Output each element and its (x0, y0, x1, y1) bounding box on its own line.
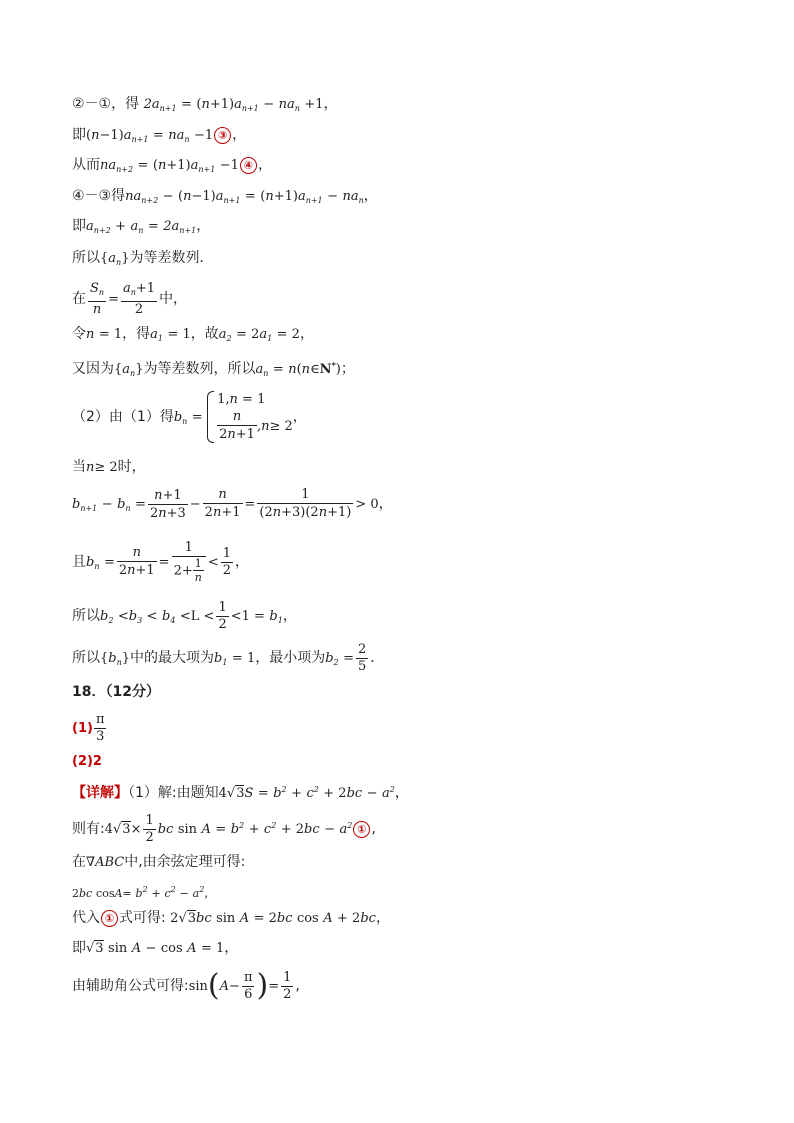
line-2: 即$(n-1)a_{n+1} = na_n -1$ ③ ， (72, 127, 247, 144)
text: ； (340, 361, 355, 377)
text: ④－③得 (72, 188, 126, 204)
text: 所以 (72, 608, 100, 624)
text: 式可得: (119, 910, 166, 926)
text: 由辅助角公式可得: (72, 978, 189, 994)
text: 则有: (72, 821, 105, 837)
line-9: 又因为$\{a_n\}$为等差数列，所以$a_n$ = n(n∈N*)； (72, 360, 355, 378)
line-14: 所以$b_2 <b_3 < b_4 <L$ < $\frac{1}{2}$ $<1 = b_1$， (72, 599, 297, 632)
text: 令 (72, 326, 86, 342)
text: ， (323, 96, 338, 112)
line-5: 即$a_{n+2} + a_n = 2a_{n+1}$， (72, 218, 211, 235)
text: （1）解:由题知 (128, 785, 219, 801)
line-detail-4: 2bc $\cos A= b^2 + c^2 - a^2$, (72, 885, 209, 900)
text: 所以 (72, 650, 100, 666)
line-8: 令n = 1，得$a_1 = 1$，故$a_2 = 2a_1 = 2$， (72, 326, 314, 343)
text: ， (378, 496, 393, 512)
text: ②－①，得 (72, 96, 140, 112)
circled-marker: ① (101, 910, 118, 927)
line-detail-6: 即√3 sin A − cos A = 1， (72, 940, 239, 956)
line-4: ④－③得$na_{n+2} - (n-1)a_{n+1} = (n+1)a_{n+1} - na_n$， (72, 188, 378, 205)
detail-tag: 【详解】 (72, 785, 128, 801)
text: 即 (72, 940, 86, 956)
text: ，最小项为 (255, 650, 326, 666)
text: , (204, 886, 209, 900)
text: 即 (72, 127, 86, 143)
text: （2）由（1）得 (72, 409, 174, 425)
text: 中， (159, 291, 188, 307)
text: 当 (72, 459, 86, 475)
line-detail-5: 代入 ① 式可得: 2√3bc sin A = 2bc cos A + 2bc， (72, 910, 390, 926)
text: ， (299, 326, 314, 342)
circled-marker: ① (353, 821, 370, 838)
line-detail-3: 在∇ABC中,由余弦定理可得: (72, 854, 246, 870)
text: 即 (72, 218, 86, 234)
line-detail-2: 则有:4√3× $\frac{1}{2}$ bc $\sin A = b^2 + c^2 + 2bc - a^2$ ① , (72, 812, 376, 845)
question-18-heading: 18．（12分） (72, 684, 160, 700)
answer-label: (1) (72, 721, 93, 736)
text: 为等差数列，所以 (143, 361, 256, 377)
text: ，得 (122, 326, 151, 342)
answer-1: (1) $\frac{\pi}{3}$ (72, 711, 105, 744)
line-12: $b_{n+1} - b_n$ = $\frac{n+1}{2n+3}$ − $\frac{n}{2n+1}$ = $\frac{1}{(2n+3)(2n+1)}$ > 0， (72, 487, 393, 521)
text: 又因为 (72, 361, 114, 377)
line-13: 且$b_n$ = $\frac{n}{2n+1}$ = 1 2+ $\frac{1}{n}$ < $\frac{1}{2}$ ， (72, 540, 250, 584)
text: , (371, 821, 376, 837)
text: 在 (72, 291, 86, 307)
text: ， (363, 188, 378, 204)
circled-marker: ③ (214, 127, 231, 144)
text: ， (394, 785, 409, 801)
line-6: 所以$\{a_n\}$为等差数列． (72, 250, 214, 267)
text: ， (375, 910, 390, 926)
circled-marker: ④ (240, 157, 257, 174)
text: ， (196, 218, 211, 234)
text: ． (370, 650, 385, 666)
line-3: 从而$na_{n+2} = (n+1)a_{n+1} -1$ ④ ， (72, 157, 272, 174)
text: 为等差数列． (129, 250, 214, 266)
line-7: 在 $\frac{S_n}{n}$ = $\frac{a_n+1}{2}$ 中， (72, 280, 188, 317)
text: 代入 (72, 910, 100, 926)
text: ， (224, 940, 239, 956)
line-detail-1: 【详解】（1）解:由题知$4√3S = b^2 + c^2 + 2bc - a^2$， (72, 785, 409, 801)
text: , (295, 978, 300, 994)
text: ，故 (190, 326, 219, 342)
text: ， (292, 409, 307, 425)
text: ， (257, 157, 272, 173)
text: ， (232, 127, 247, 143)
line-1: ②－①，得 $2a_{n+1} = (n+1)a_{n+1} - na_n +1$， (72, 96, 338, 113)
text: 中,由余弦定理可得: (124, 854, 246, 870)
line-detail-7: 由辅助角公式可得:sin(A− $\frac{\pi}{6}$ )= $\frac{1}{2}$ , (72, 968, 300, 1003)
text: 时， (117, 459, 146, 475)
answer-2: (2)2 (72, 754, 102, 769)
text: 且 (72, 554, 86, 570)
text: 中的最大项为 (130, 650, 215, 666)
text: ， (282, 608, 297, 624)
text: 在 (72, 854, 86, 870)
line-11: 当n≥ 2时， (72, 459, 146, 475)
text: 从而 (72, 157, 100, 173)
line-15: 所以$\{b_n\}$中的最大项为$b_1 = 1$，最小项为$b_2$ = $\frac{2}{5}$ ． (72, 641, 385, 674)
text: 所以 (72, 250, 100, 266)
line-10: （2）由（1）得$b_n$ = 1,n = 1 $\frac{n}{2n+1}$ ,n≥ 2 ， (72, 392, 307, 442)
text: ， (235, 554, 250, 570)
